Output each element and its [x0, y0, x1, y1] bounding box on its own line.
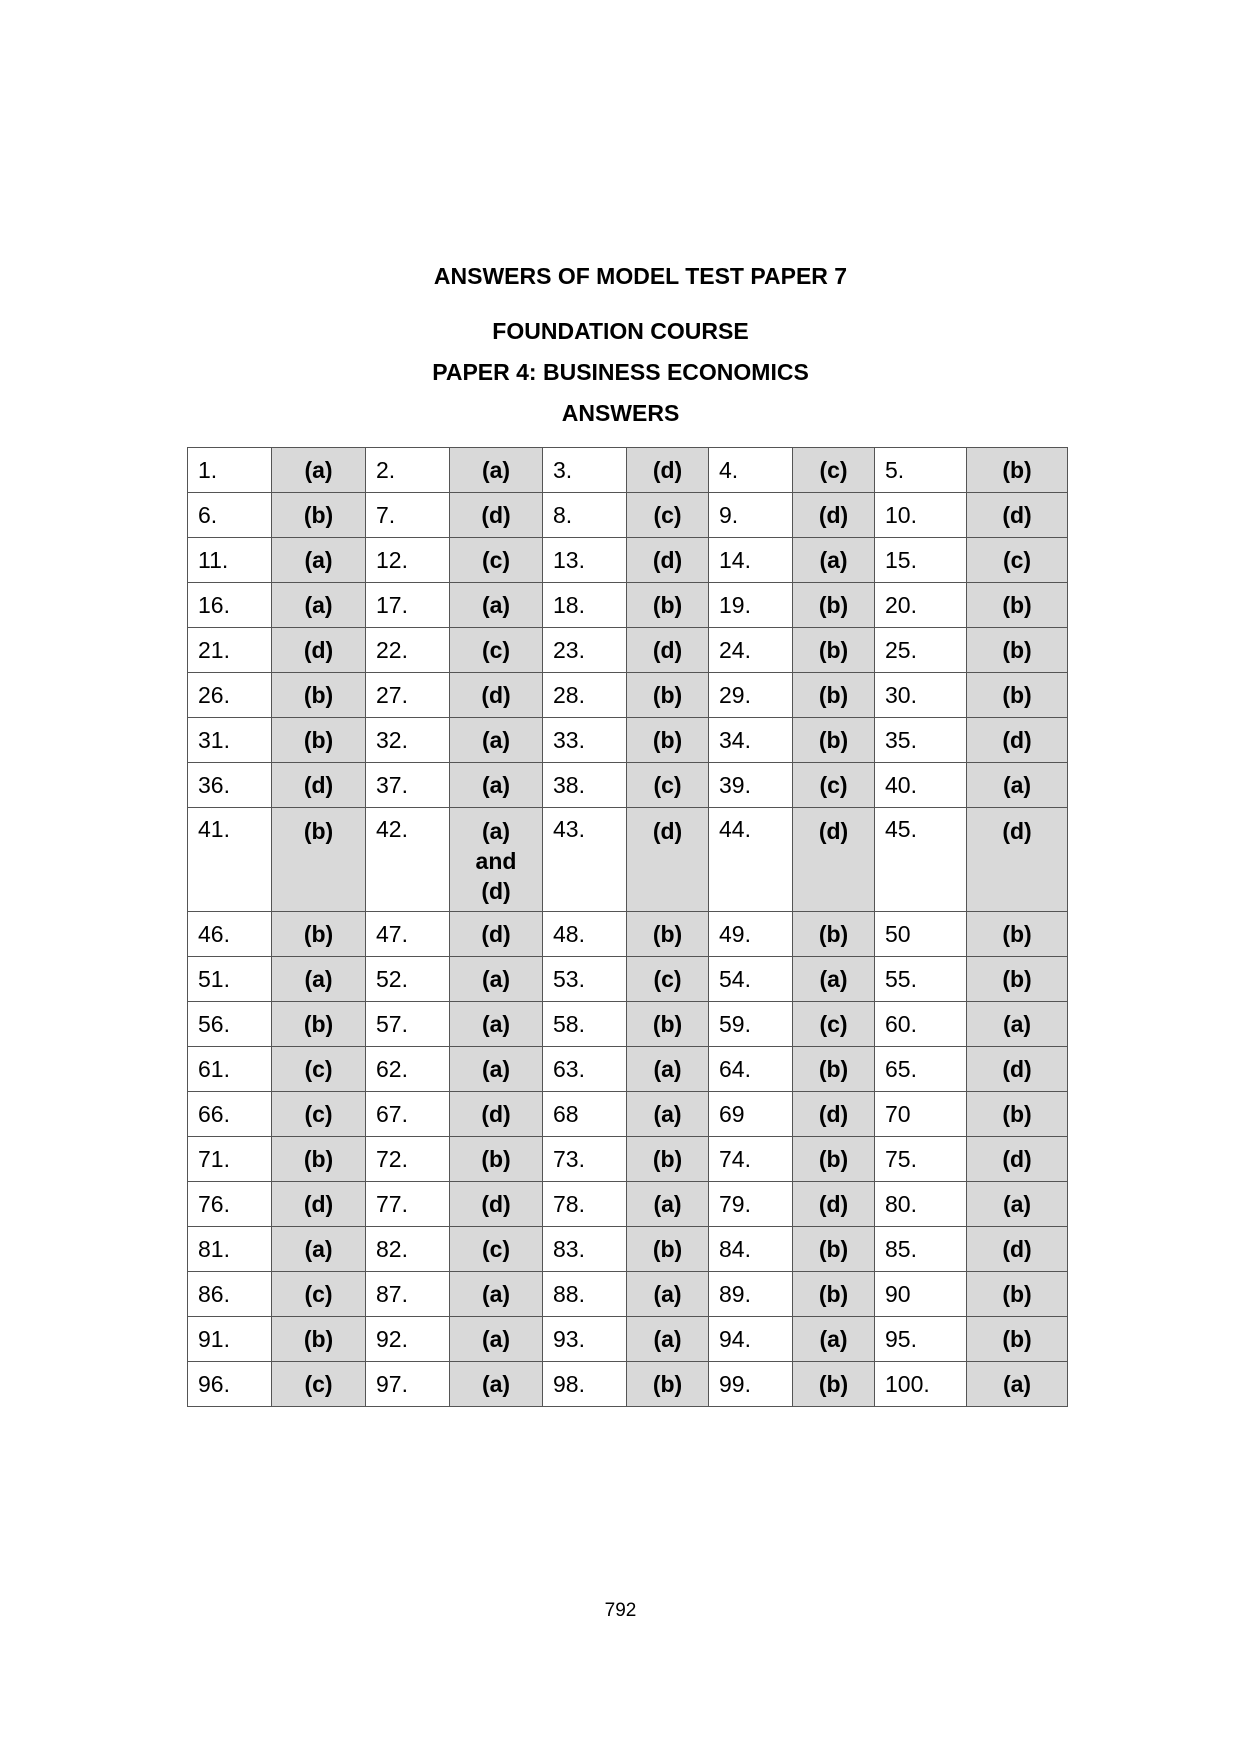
question-number: 63. — [543, 1047, 627, 1092]
question-number: 8. — [543, 493, 627, 538]
answer-option: (a) and (d) — [450, 808, 543, 912]
question-number: 11. — [188, 538, 272, 583]
answer-option: (d) — [967, 493, 1068, 538]
question-number: 52. — [366, 957, 450, 1002]
question-number: 95. — [875, 1317, 967, 1362]
question-number: 79. — [709, 1182, 793, 1227]
answer-option: (c) — [627, 957, 709, 1002]
question-number: 45. — [875, 808, 967, 912]
question-number: 87. — [366, 1272, 450, 1317]
answer-option: (a) — [450, 763, 543, 808]
question-number: 71. — [188, 1137, 272, 1182]
answer-option: (a) — [272, 957, 366, 1002]
answer-option: (b) — [793, 628, 875, 673]
table-row — [188, 1137, 1068, 1182]
answer-option: (b) — [627, 1362, 709, 1407]
answer-option: (d) — [450, 912, 543, 957]
question-number: 10. — [875, 493, 967, 538]
question-number: 59. — [709, 1002, 793, 1047]
answer-option: (b) — [967, 957, 1068, 1002]
answer-option: (d) — [627, 628, 709, 673]
question-number: 84. — [709, 1227, 793, 1272]
question-number: 81. — [188, 1227, 272, 1272]
answer-option: (d) — [793, 1182, 875, 1227]
answer-option: (b) — [793, 1272, 875, 1317]
question-number: 83. — [543, 1227, 627, 1272]
question-number: 32. — [366, 718, 450, 763]
answer-option: (a) — [627, 1182, 709, 1227]
question-number: 20. — [875, 583, 967, 628]
question-number: 12. — [366, 538, 450, 583]
answer-option: (b) — [967, 1272, 1068, 1317]
table-row — [188, 538, 1068, 583]
question-number: 26. — [188, 673, 272, 718]
question-number: 21. — [188, 628, 272, 673]
question-number: 62. — [366, 1047, 450, 1092]
answer-option: (a) — [627, 1092, 709, 1137]
question-number: 76. — [188, 1182, 272, 1227]
question-number: 94. — [709, 1317, 793, 1362]
answer-option: (c) — [627, 763, 709, 808]
answer-option: (c) — [450, 1227, 543, 1272]
answer-option: (a) — [450, 718, 543, 763]
answer-option: (b) — [793, 718, 875, 763]
answer-option: (d) — [450, 1092, 543, 1137]
question-number: 75. — [875, 1137, 967, 1182]
answer-option: (a) — [627, 1317, 709, 1362]
page-number: 792 — [604, 1600, 637, 1621]
answer-option: (b) — [967, 673, 1068, 718]
question-number: 66. — [188, 1092, 272, 1137]
answer-option: (b) — [272, 493, 366, 538]
question-number: 55. — [875, 957, 967, 1002]
table-row — [188, 493, 1068, 538]
question-number: 1. — [188, 448, 272, 493]
answer-option: (c) — [450, 538, 543, 583]
answer-option: (a) — [272, 448, 366, 493]
question-number: 30. — [875, 673, 967, 718]
question-number: 82. — [366, 1227, 450, 1272]
table-row — [188, 1227, 1068, 1272]
answer-option: (b) — [793, 673, 875, 718]
answer-option: (c) — [450, 628, 543, 673]
question-number: 77. — [366, 1182, 450, 1227]
answer-option: (b) — [627, 583, 709, 628]
answer-option: (b) — [627, 673, 709, 718]
answer-option: (a) — [450, 1362, 543, 1407]
answer-key-body — [188, 448, 1068, 1407]
answer-option: (d) — [627, 538, 709, 583]
question-number: 68 — [543, 1092, 627, 1137]
answer-option: (a) — [272, 583, 366, 628]
question-number: 99. — [709, 1362, 793, 1407]
answer-option: (a) — [627, 1047, 709, 1092]
table-row — [188, 448, 1068, 493]
answer-option: (c) — [627, 493, 709, 538]
question-number: 61. — [188, 1047, 272, 1092]
question-number: 47. — [366, 912, 450, 957]
answer-option: (a) — [272, 538, 366, 583]
question-number: 96. — [188, 1362, 272, 1407]
question-number: 50 — [875, 912, 967, 957]
answer-option: (a) — [450, 583, 543, 628]
question-number: 60. — [875, 1002, 967, 1047]
question-number: 72. — [366, 1137, 450, 1182]
table-row — [188, 912, 1068, 957]
question-number: 39. — [709, 763, 793, 808]
question-number: 28. — [543, 673, 627, 718]
question-number: 33. — [543, 718, 627, 763]
answer-option: (a) — [450, 448, 543, 493]
answer-option: (b) — [627, 912, 709, 957]
answer-option: (d) — [793, 808, 875, 912]
answer-option: (b) — [793, 1047, 875, 1092]
question-number: 9. — [709, 493, 793, 538]
answer-option: (b) — [967, 1317, 1068, 1362]
question-number: 88. — [543, 1272, 627, 1317]
answer-option: (b) — [627, 1002, 709, 1047]
question-number: 54. — [709, 957, 793, 1002]
question-number: 31. — [188, 718, 272, 763]
answer-option: (a) — [450, 1047, 543, 1092]
question-number: 34. — [709, 718, 793, 763]
answer-option: (d) — [967, 1227, 1068, 1272]
answer-option: (d) — [272, 1182, 366, 1227]
answer-option: (b) — [627, 1227, 709, 1272]
answer-option: (b) — [967, 1092, 1068, 1137]
answer-option: (a) — [450, 1272, 543, 1317]
answer-option: (c) — [967, 538, 1068, 583]
question-number: 16. — [188, 583, 272, 628]
answer-option: (b) — [627, 1137, 709, 1182]
answer-option: (a) — [967, 1002, 1068, 1047]
answer-option: (c) — [272, 1362, 366, 1407]
question-number: 6. — [188, 493, 272, 538]
document-title: ANSWERS OF MODEL TEST PAPER 7 — [433, 263, 848, 289]
question-number: 5. — [875, 448, 967, 493]
answer-option: (d) — [450, 673, 543, 718]
answer-option: (a) — [793, 957, 875, 1002]
answer-option: (b) — [967, 912, 1068, 957]
answer-option: (b) — [272, 1002, 366, 1047]
question-number: 41. — [188, 808, 272, 912]
question-number: 14. — [709, 538, 793, 583]
question-number: 13. — [543, 538, 627, 583]
question-number: 7. — [366, 493, 450, 538]
answer-option: (a) — [967, 763, 1068, 808]
question-number: 25. — [875, 628, 967, 673]
question-number: 24. — [709, 628, 793, 673]
answer-option: (d) — [627, 808, 709, 912]
question-number: 64. — [709, 1047, 793, 1092]
answer-option: (a) — [450, 1317, 543, 1362]
question-number: 91. — [188, 1317, 272, 1362]
question-number: 92. — [366, 1317, 450, 1362]
table-row — [188, 1362, 1068, 1407]
question-number: 65. — [875, 1047, 967, 1092]
answer-option: (a) — [450, 1002, 543, 1047]
question-number: 80. — [875, 1182, 967, 1227]
question-number: 2. — [366, 448, 450, 493]
question-number: 22. — [366, 628, 450, 673]
question-number: 46. — [188, 912, 272, 957]
question-number: 70 — [875, 1092, 967, 1137]
question-number: 42. — [366, 808, 450, 912]
answer-option: (c) — [272, 1047, 366, 1092]
table-row — [188, 628, 1068, 673]
answer-option: (b) — [967, 448, 1068, 493]
table-row — [188, 1272, 1068, 1317]
answer-option: (d) — [272, 763, 366, 808]
question-number: 93. — [543, 1317, 627, 1362]
question-number: 38. — [543, 763, 627, 808]
answer-key-table — [187, 447, 1068, 1407]
question-number: 57. — [366, 1002, 450, 1047]
answer-option: (d) — [793, 493, 875, 538]
answer-option: (b) — [272, 673, 366, 718]
table-row — [188, 718, 1068, 763]
question-number: 29. — [709, 673, 793, 718]
question-number: 15. — [875, 538, 967, 583]
table-row — [188, 808, 1068, 912]
question-number: 67. — [366, 1092, 450, 1137]
question-number: 27. — [366, 673, 450, 718]
question-number: 86. — [188, 1272, 272, 1317]
answer-option: (b) — [272, 1137, 366, 1182]
question-number: 74. — [709, 1137, 793, 1182]
answer-option: (b) — [272, 808, 366, 912]
answer-option: (a) — [967, 1182, 1068, 1227]
answer-option: (b) — [793, 912, 875, 957]
answer-option: (d) — [967, 718, 1068, 763]
question-number: 73. — [543, 1137, 627, 1182]
question-number: 48. — [543, 912, 627, 957]
question-number: 78. — [543, 1182, 627, 1227]
question-number: 19. — [709, 583, 793, 628]
question-number: 98. — [543, 1362, 627, 1407]
answer-option: (a) — [272, 1227, 366, 1272]
question-number: 37. — [366, 763, 450, 808]
answer-option: (d) — [627, 448, 709, 493]
table-row — [188, 583, 1068, 628]
answer-option: (d) — [967, 808, 1068, 912]
answer-option: (b) — [793, 1227, 875, 1272]
paper-heading: PAPER 4: BUSINESS ECONOMICS — [432, 359, 809, 385]
table-row — [188, 957, 1068, 1002]
answer-option: (b) — [793, 583, 875, 628]
answer-option: (c) — [793, 1002, 875, 1047]
question-number: 97. — [366, 1362, 450, 1407]
answer-option: (d) — [967, 1047, 1068, 1092]
question-number: 36. — [188, 763, 272, 808]
answer-option: (b) — [450, 1137, 543, 1182]
table-row — [188, 763, 1068, 808]
question-number: 58. — [543, 1002, 627, 1047]
table-row — [188, 1002, 1068, 1047]
answer-option: (c) — [793, 448, 875, 493]
answer-option: (c) — [272, 1092, 366, 1137]
question-number: 90 — [875, 1272, 967, 1317]
answer-option: (c) — [272, 1272, 366, 1317]
question-number: 100. — [875, 1362, 967, 1407]
question-number: 89. — [709, 1272, 793, 1317]
question-number: 3. — [543, 448, 627, 493]
answer-option: (b) — [793, 1362, 875, 1407]
question-number: 49. — [709, 912, 793, 957]
question-number: 43. — [543, 808, 627, 912]
answer-option: (a) — [627, 1272, 709, 1317]
answer-option: (d) — [793, 1092, 875, 1137]
answer-option: (b) — [967, 583, 1068, 628]
question-number: 18. — [543, 583, 627, 628]
question-number: 40. — [875, 763, 967, 808]
question-number: 4. — [709, 448, 793, 493]
question-number: 35. — [875, 718, 967, 763]
question-number: 53. — [543, 957, 627, 1002]
table-row — [188, 1092, 1068, 1137]
answer-option: (d) — [967, 1137, 1068, 1182]
answer-option: (a) — [450, 957, 543, 1002]
answer-option: (b) — [967, 628, 1068, 673]
question-number: 69 — [709, 1092, 793, 1137]
answer-option: (b) — [793, 1137, 875, 1182]
question-number: 23. — [543, 628, 627, 673]
question-number: 51. — [188, 957, 272, 1002]
answer-option: (a) — [967, 1362, 1068, 1407]
question-number: 56. — [188, 1002, 272, 1047]
answer-option: (d) — [450, 1182, 543, 1227]
answer-option: (a) — [793, 1317, 875, 1362]
table-row — [188, 673, 1068, 718]
question-number: 17. — [366, 583, 450, 628]
answer-option: (b) — [272, 1317, 366, 1362]
table-row — [188, 1047, 1068, 1092]
answer-option: (b) — [272, 718, 366, 763]
answer-option: (d) — [450, 493, 543, 538]
section-heading: ANSWERS — [561, 400, 680, 426]
answer-option: (a) — [793, 538, 875, 583]
answer-option: (b) — [272, 912, 366, 957]
answer-option: (d) — [272, 628, 366, 673]
table-row — [188, 1317, 1068, 1362]
table-row — [188, 1182, 1068, 1227]
answer-option: (c) — [793, 763, 875, 808]
course-heading: FOUNDATION COURSE — [492, 318, 749, 344]
question-number: 85. — [875, 1227, 967, 1272]
answer-option: (b) — [627, 718, 709, 763]
question-number: 44. — [709, 808, 793, 912]
